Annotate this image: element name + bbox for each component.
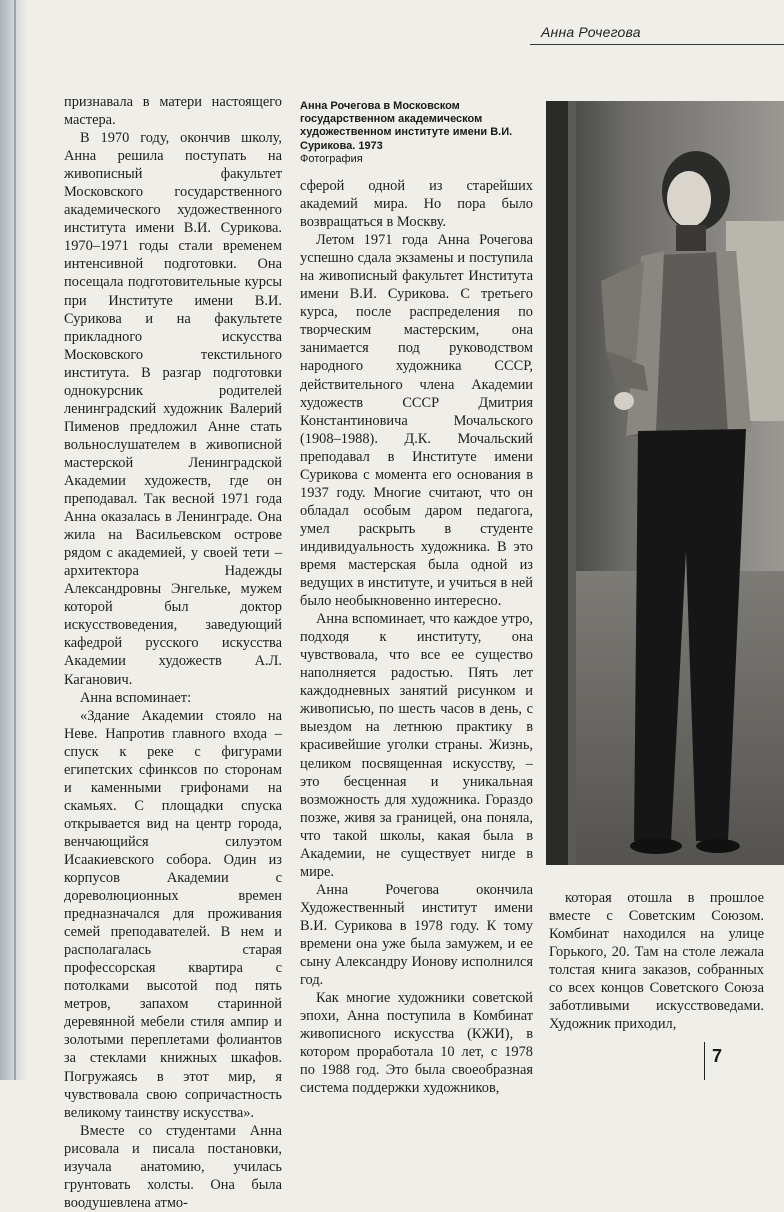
paragraph: Анна вспоминает, что каждое утро, подходя к институту, она чувствовала, что все ее существо наполняется радостью. Пять лет каждодневных занятий рисунком и живописью, по шесть часов в день, с выездом на летнюю практику в красивейшие уголки страны. Жизнь, целиком посвященная искусству, – это бесценная и уникальная возможность для художника. Гораздо позже, живя за границей, она поняла, что такой школы, какая была в Академии, не существует нигде в мире. <box>300 611 533 880</box>
photograph-figure <box>546 101 784 865</box>
paragraph: Вместе со студентами Анна рисовала и писала постановки, изучала анатомию, училась грунтовать холсты. Она была воодушевлена атмо- <box>64 1122 282 1211</box>
paragraph: Анна вспоминает: <box>80 689 192 706</box>
header-rule <box>530 44 784 45</box>
caption-subtitle: Фотография <box>300 152 363 165</box>
paragraph: «Здание Академии стояло на Неве. Напротив главного входа – спуск к реке с фигурами египетских сфинксов по сторонам и каменными грифонами на скамьях. С площадки спуска открывается вид на центр города, венчающийся силуэтом Исаакиевского собора. Один из корпусов Академии с дореволюционных времен предназначался для проживания семей преподавателей. В нем и располагалась старая профессорская квартира с потолками высотой под пять метров, запахом старинной деревянной мебели стиля ампир и золотыми переплетами фолиантов за стеклами книжных шкафов. Погружаясь в этот мир, я чувствовала свою сопричастность великому таинству искусства». <box>64 707 282 1121</box>
photograph <box>546 101 784 865</box>
paragraph: которая отошла в прошлое вместе с Советским Союзом. Комбинат находился на улице Горького, 20. Там на столе лежала толстая книга заказов, собранных со всех концов Советского Союза заботливыми искусствоведами. Художник приходил, <box>549 890 764 1033</box>
text-column-1 <box>64 93 282 1212</box>
caption-title: Анна Рочегова в Московском государственном академическом художественном институте имени В.И. Сурикова. 1973 <box>300 100 513 152</box>
paragraph: Анна Рочегова окончила Художественный институт имени В.И. Сурикова в 1978 году. К тому времени она уже была замужем, и ее сыну Александру Ионову исполнился год. <box>300 881 533 989</box>
text-column-2 <box>300 177 533 1097</box>
page-number: 7 <box>712 1046 723 1066</box>
binding-line <box>14 0 16 1080</box>
paragraph: сферой одной из старейших академий мира. Но пора было возвращаться в Москву. <box>300 178 533 231</box>
paragraph: признавала в матери настоящего мастера. <box>64 94 282 129</box>
text-column-3 <box>549 889 764 1033</box>
paragraph: Как многие художники советской эпохи, Анна поступила в Комбинат живописного искусства (КЖИ), в котором проработала 10 лет, с 1978 по 1988 год. Это была своеобразная система поддержки художников, <box>300 990 533 1097</box>
photo-caption <box>300 100 535 166</box>
running-header <box>0 0 784 60</box>
page-number-rule <box>704 1042 705 1080</box>
header-title: Анна Рочегова <box>541 24 641 40</box>
paragraph: Летом 1971 года Анна Рочегова успешно сдала экзамены и поступила на живописный факультет Института имени В.И. Сурикова. С третьего курса, после распределения по творческим мастерским, она занимается под руководством народного художника СССР, действительного члена Академии художеств СССР Дмитрия Константиновича Мочальского (1908–1988). Д.К. Мочальский преподавал в Институте имени Сурикова с момента его основания в 1937 году. Многие считают, что он обладал особым даром педагога, умел раскрыть в студенте индивидуальность художника. В это время мастерская была одной из ведущих в институте, и учиться в ней было необыкновенно интересно. <box>300 232 533 610</box>
paragraph: В 1970 году, окончив школу, Анна решила поступать на живописный факультет Московского государственного академического художественного института имени В.И. Сурикова. 1970–1971 годы стали временем интенсивной подготовки. Она посещала подготовительные курсы при Институте имени В.И. Сурикова и на факультете прикладного искусства Московского текстильного института. В разгар подготовки однокурсник родителей ленинградский художник Валерий Пименов предложил Анне стать вольнослушателем в живописной мастерской Ленинградской Академии художеств, где он преподавал. Так весной 1971 года Анна оказалась в Ленинграде. Она жила на Васильевском острове рядом с академией, у своей тети – архитектора Надежды Александровны Энгельке, мужем которой был доктор искусствоведения, заведующий кафедрой русского искусства Академии художеств А.Л. Каганович. <box>64 130 282 688</box>
